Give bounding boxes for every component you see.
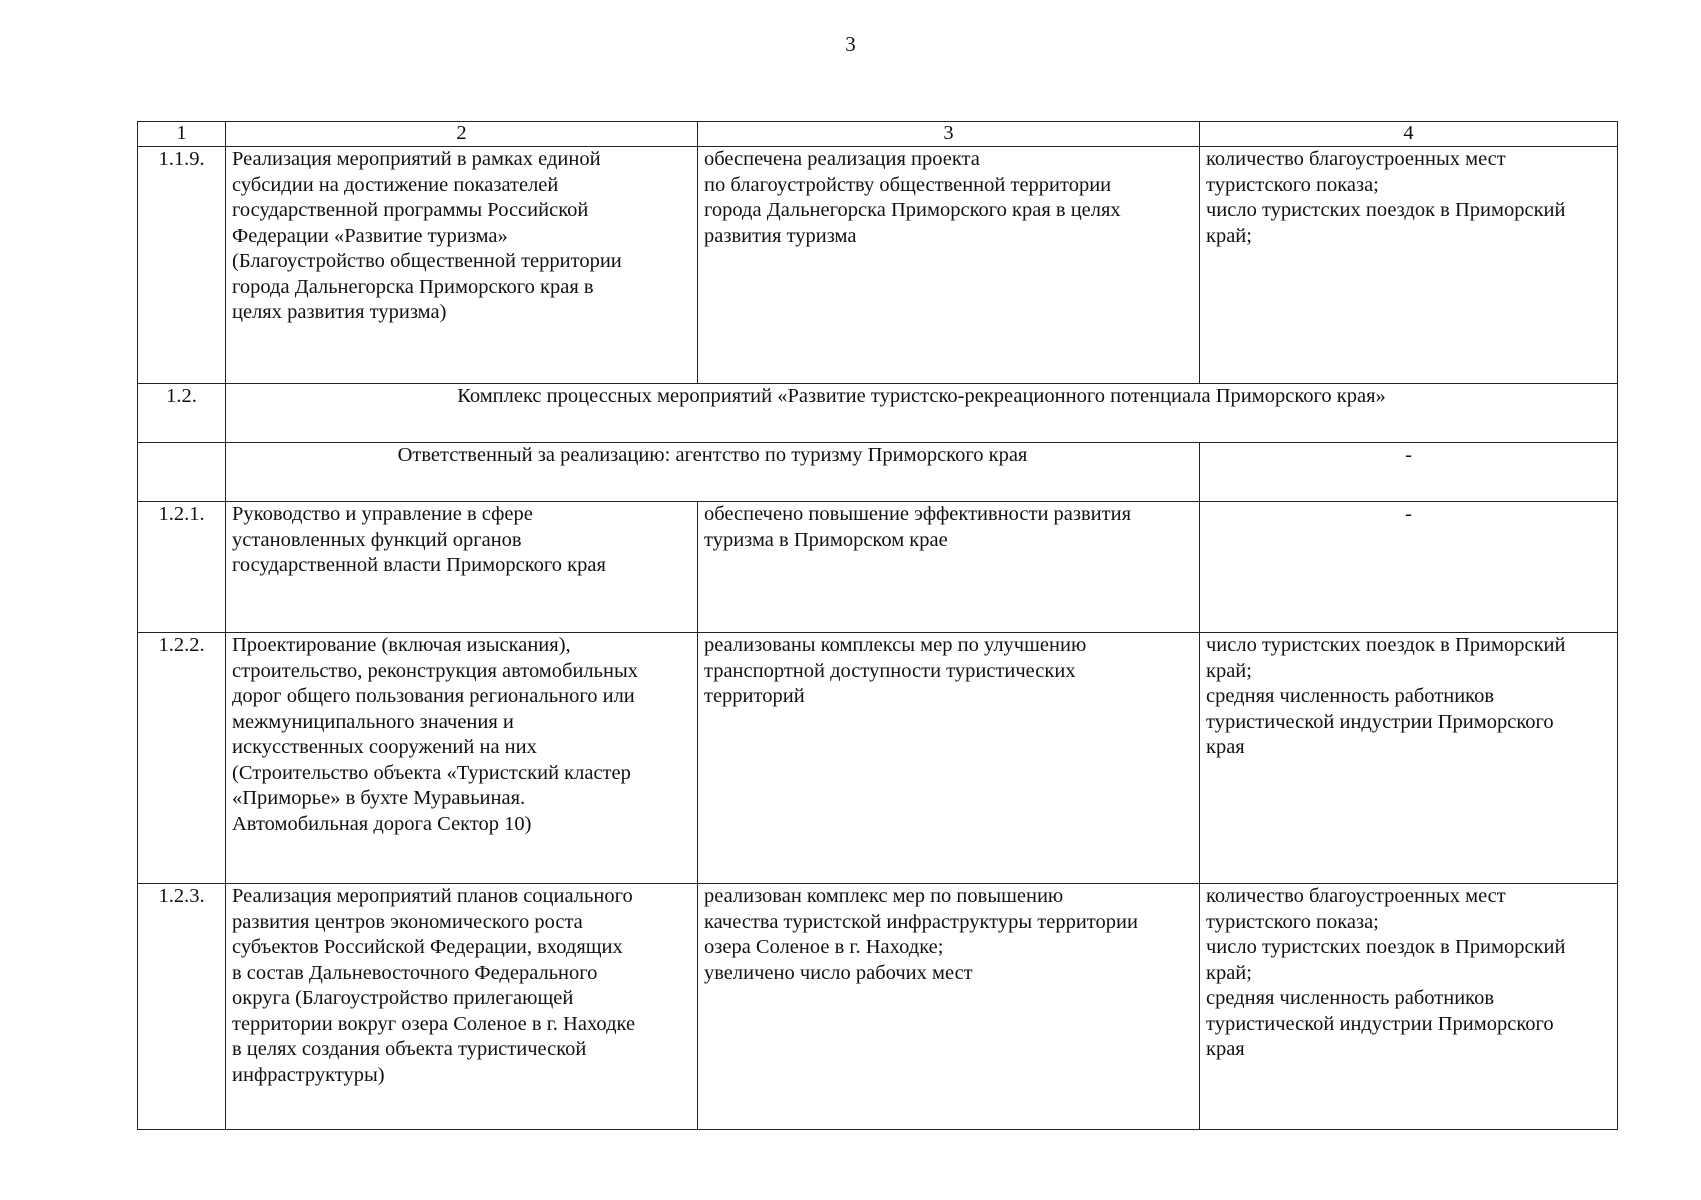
indicator-cell: - bbox=[1200, 502, 1618, 633]
table-header-row bbox=[138, 122, 1618, 147]
result-cell: обеспечено повышение эффективности развития туризма в Приморском крае bbox=[698, 502, 1200, 633]
complex-title-cell: Комплекс процессных мероприятий «Развитие туристско-рекреационного потенциала Приморского края» bbox=[226, 384, 1618, 443]
table-row bbox=[138, 147, 1618, 384]
row-number: 1.2.2. bbox=[138, 633, 226, 884]
indicator-cell: число туристских поездок в Приморский край; средняя численность работников туристической индустрии Приморского края bbox=[1200, 633, 1618, 884]
indicator-cell: количество благоустроенных мест туристского показа; число туристских поездок в Приморский край; bbox=[1200, 147, 1618, 384]
table-row bbox=[138, 384, 1618, 443]
row-number: 1.1.9. bbox=[138, 147, 226, 384]
empty-number-cell bbox=[138, 443, 226, 502]
table-row bbox=[138, 633, 1618, 884]
responsible-cell: Ответственный за реализацию: агентство по туризму Приморского края bbox=[226, 443, 1200, 502]
table-row bbox=[138, 884, 1618, 1130]
table-row bbox=[138, 502, 1618, 633]
row-number: 1.2.1. bbox=[138, 502, 226, 633]
event-cell: Проектирование (включая изыскания), строительство, реконструкция автомобильных дорог общего пользования регионального или межмуниципального значения и искусственных сооружений на них (Строительство объекта «Туристский кластер «Приморье» в бухте Муравьиная. Автомобильная дорога Сектор 10) bbox=[226, 633, 698, 884]
result-cell: реализованы комплексы мер по улучшению транспортной доступности туристических территорий bbox=[698, 633, 1200, 884]
row-number: 1.2. bbox=[138, 384, 226, 443]
event-cell: Реализация мероприятий планов социального развития центров экономического роста субъектов Российской Федерации, входящих в состав Дальневосточного Федерального округа (Благоустройство прилегающей территории вокруг озера Соленое в г. Находке в целях создания объекта туристической инфраструктуры) bbox=[226, 884, 698, 1130]
indicator-cell: количество благоустроенных мест туристского показа; число туристских поездок в Приморский край; средняя численность работников туристической индустрии Приморского края bbox=[1200, 884, 1618, 1130]
measures-table bbox=[137, 121, 1618, 1130]
header-col-4: 4 bbox=[1200, 122, 1618, 147]
table-row bbox=[138, 443, 1618, 502]
event-cell: Реализация мероприятий в рамках единой субсидии на достижение показателей государственной программы Российской Федерации «Развитие туризма» (Благоустройство общественной территории города Дальнегорска Приморского края в целях развития туризма) bbox=[226, 147, 698, 384]
header-col-3: 3 bbox=[698, 122, 1200, 147]
page-number: 3 bbox=[845, 32, 856, 56]
indicator-cell: - bbox=[1200, 443, 1618, 502]
result-cell: обеспечена реализация проекта по благоустройству общественной территории города Дальнегорска Приморского края в целях развития туризма bbox=[698, 147, 1200, 384]
event-cell: Руководство и управление в сфере установленных функций органов государственной власти Приморского края bbox=[226, 502, 698, 633]
row-number: 1.2.3. bbox=[138, 884, 226, 1130]
header-col-1: 1 bbox=[138, 122, 226, 147]
result-cell: реализован комплекс мер по повышению качества туристской инфраструктуры территории озера Соленое в г. Находке; увеличено число рабочих мест bbox=[698, 884, 1200, 1130]
header-col-2: 2 bbox=[226, 122, 698, 147]
